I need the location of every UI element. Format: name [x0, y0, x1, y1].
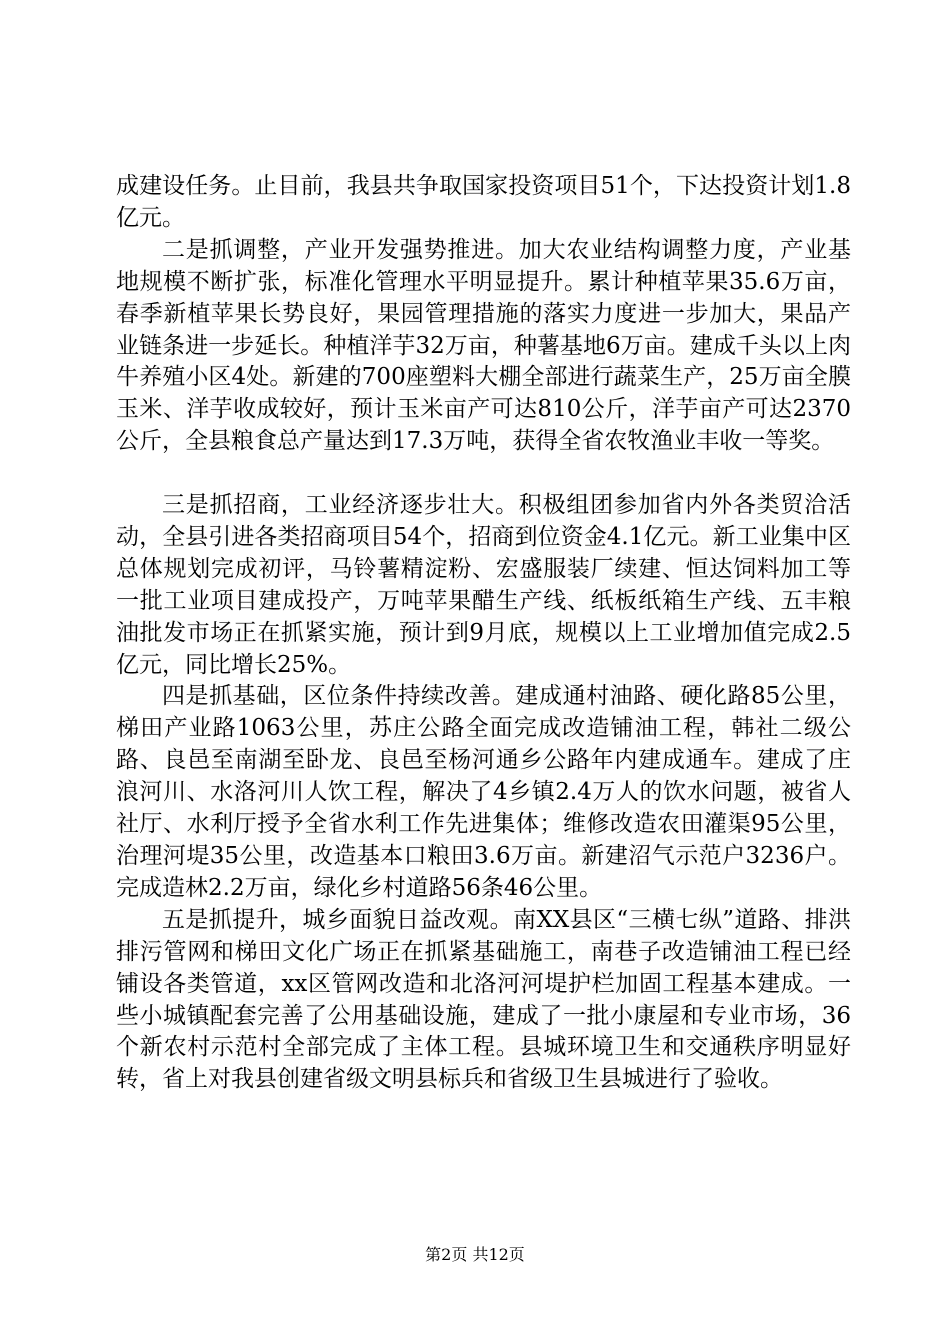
paragraph-upgrade: 五是抓提升，城乡面貌日益改观。南XX县区“三横七纵”道路、排洪排污管网和梯田文化广场正在抓紧基础施工，南巷子改造铺油工程已经铺设各类管道，xx区管网改造和北洛河河堤护栏加固工程基本建成。一些小城镇配套完善了公用基础设施，建成了一批小康屋和专业市场，36个新农村示范村全部完成了主体工程。县城环境卫生和交通秩序明显好转，省上对我县创建省级文明县标兵和省级卫生县城进行了验收。 — [116, 906, 851, 1093]
paragraph-continuation: 成建设任务。止目前，我县共争取国家投资项目51个，下达投资计划1.8亿元。 — [116, 173, 851, 231]
paragraph-infrastructure: 四是抓基础，区位条件持续改善。建成通村油路、硬化路85公里，梯田产业路1063公里，苏庄公路全面完成改造铺油工程，韩社二级公路、良邑至南湖至卧龙、良邑至杨河通乡公路年内建成通车。建成了庄浪河川、水洛河川人饮工程，解决了4乡镇2.4万人的饮水问题，被省人社厅、水利厅授予全省水利工作先进集体；维修改造农田灌渠95公里，治理河堤35公里，改造基本口粮田3.6万亩。新建沼气示范户3236户。完成造林2.2万亩，绿化乡村道路56条46公里。 — [116, 683, 851, 901]
document-body — [116, 171, 851, 1096]
page-number-footer: 第2页 共12页 — [425, 1245, 525, 1264]
paragraph-adjustment: 二是抓调整，产业开发强势推进。加大农业结构调整力度，产业基地规模不断扩张，标准化管理水平明显提升。累计种植苹果35.6万亩，春季新植苹果长势良好，果园管理措施的落实力度进一步加大，果品产业链条进一步延长。种植洋芋32万亩，种薯基地6万亩。建成千头以上肉牛养殖小区4处。新建的700座塑料大棚全部进行蔬菜生产，25万亩全膜玉米、洋芋收成较好，预计玉米亩产可达810公斤，洋芋亩产可达2370公斤，全县粮食总产量达到17.3万吨，获得全省农牧渔业丰收一等奖。 — [116, 236, 851, 455]
paragraph-investment: 三是抓招商，工业经济逐步壮大。积极组团参加省内外各类贸洽活动，全县引进各类招商项目54个，招商到位资金4.1亿元。新工业集中区总体规划完成初评，马铃薯精淀粉、宏盛服装厂续建、恒达饲料加工等一批工业项目建成投产，万吨苹果醋生产线、纸板纸箱生产线、五丰粮油批发市场正在抓紧实施，预计到9月底，规模以上工业增加值完成2.5亿元，同比增长25%。 — [116, 492, 851, 678]
